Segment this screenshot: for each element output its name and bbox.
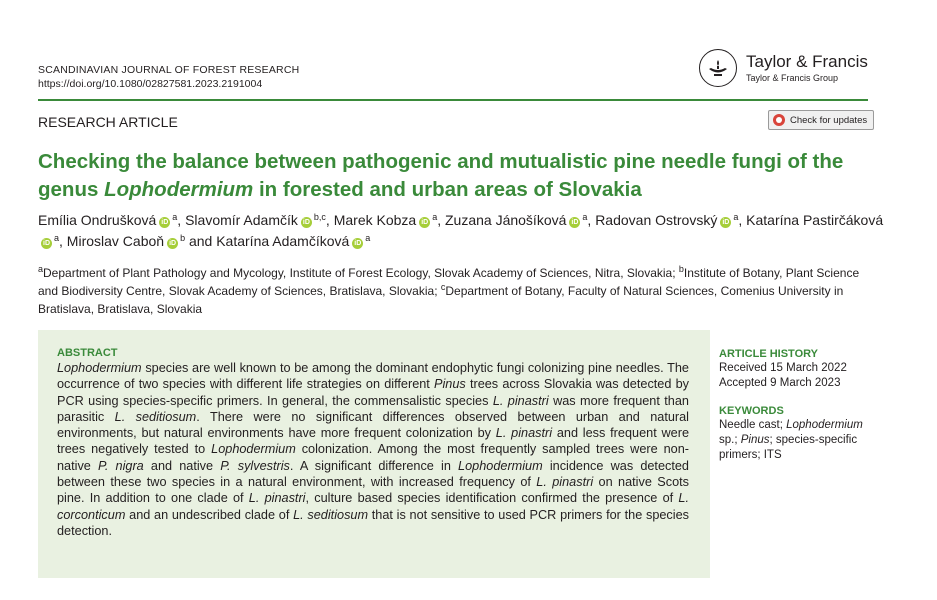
header-divider	[38, 99, 868, 101]
abstract-segment: that is not sensitive to used PCR primers for the species detection.	[57, 507, 689, 538]
author-name[interactable]: Miroslav Caboň	[66, 233, 165, 249]
abstract-segment: L. pinastri	[248, 491, 306, 506]
abstract-heading: ABSTRACT	[57, 347, 118, 359]
abstract-segment: , culture based species identification confirmed the presence of	[305, 491, 679, 506]
abstract-segment: Lophodermium	[211, 442, 296, 457]
author-name[interactable]: Katarína Adamčíková	[216, 233, 350, 249]
abstract-segment: Lophodermium	[458, 458, 543, 473]
abstract-segment: trees across Slovakia was detected by PCR using species-specific primers. In general, the commensalistic species	[57, 377, 689, 408]
author-separator: ,	[59, 233, 67, 249]
history-heading: ARTICLE HISTORY	[719, 348, 819, 360]
sidebar	[719, 348, 879, 477]
abstract-segment: L. seditiosum	[114, 409, 197, 424]
orcid-icon[interactable]: iD	[421, 219, 429, 226]
publisher-name: Taylor & Francis	[746, 51, 868, 71]
abstract-segment: species are well known to be among the dominant endophytic fungi colonizing pine needles. The occurrence of two species with different life strategies on different	[57, 361, 689, 392]
keyword-segment: Needle cast;	[719, 419, 787, 431]
affiliation-marker: c	[440, 282, 446, 292]
author-separator: ,	[738, 212, 747, 228]
accepted-date: Accepted 9 March 2023	[719, 377, 841, 389]
taylor-francis-lamp-logo-icon	[699, 49, 737, 87]
publisher-logo[interactable]	[699, 49, 868, 87]
abstract-box	[38, 330, 710, 578]
author-name[interactable]: Radovan Ostrovský	[595, 212, 718, 228]
author-affiliation-marker: a	[365, 233, 371, 243]
orcid-icon[interactable]: iD	[43, 240, 50, 247]
title-part-2: in forested and urban areas of Slovakia	[253, 178, 642, 201]
abstract-segment: was more frequent than parasitic	[57, 393, 689, 424]
keyword-segment: Lophodermium	[786, 419, 863, 431]
author-name[interactable]: Zuzana Jánošíková	[444, 212, 567, 228]
orcid-icon[interactable]: iD	[302, 219, 310, 226]
check-updates-icon	[773, 114, 785, 126]
author-name[interactable]: Katarína Pastirčáková	[746, 212, 884, 228]
orcid-icon[interactable]: iD	[169, 240, 177, 247]
journal-name: SCANDINAVIAN JOURNAL OF FOREST RESEARCH	[38, 64, 300, 76]
author-name[interactable]: Emília Ondrušková	[38, 212, 157, 228]
orcid-icon[interactable]: iD	[571, 219, 579, 226]
abstract-segment: P. sylvestris	[220, 458, 290, 473]
abstract-segment: P. nigra	[98, 458, 144, 473]
article-title	[38, 148, 888, 204]
author-affiliation-marker: b,c	[313, 212, 326, 222]
title-part-1: Checking the balance between pathogenic and mutualistic pine needle fungi of the genus	[38, 150, 844, 201]
abstract-segment: L. corconticum	[57, 491, 689, 522]
abstract-segment: Pinus	[434, 377, 466, 392]
author-separator: ,	[325, 212, 334, 228]
keywords-heading: KEYWORDS	[719, 405, 784, 417]
affiliation-text: Department of Plant Pathology and Mycology, Institute of Forest Ecology, Slovak Academy of Sciences, Nitra, Slovakia;	[43, 266, 679, 280]
check-updates-button[interactable]	[768, 110, 874, 130]
publisher-group: Taylor & Francis Group	[746, 72, 839, 83]
author-affiliation-marker: a	[172, 212, 178, 222]
orcid-icon[interactable]: iD	[722, 219, 730, 226]
affiliation-text: Institute of Botany, Plant Science and Biodiversity Centre, Slovak Academy of Sciences, Bratislava, Slovakia;	[38, 266, 860, 298]
title-genus: Lophodermium	[104, 178, 254, 201]
abstract-segment: L. pinastri	[492, 393, 549, 408]
abstract-segment: Lophodermium	[57, 361, 142, 375]
doi-link[interactable]: https://doi.org/10.1080/02827581.2023.2191004	[38, 78, 263, 90]
affiliation-text: Department of Botany, Faculty of Natural Sciences, Comenius University in Bratislava, Bratislava, Slovakia	[38, 284, 844, 316]
received-date: Received 15 March 2022	[719, 362, 847, 374]
article-type: RESEARCH ARTICLE	[38, 114, 178, 130]
author-list	[38, 210, 898, 252]
keyword-segment: sp.;	[719, 434, 741, 446]
abstract-segment: L. seditiosum	[293, 507, 369, 522]
keywords-text	[719, 418, 879, 463]
abstract-segment: . A significant difference in	[289, 458, 459, 473]
affiliation-marker: a	[38, 264, 44, 274]
author-affiliation-marker: a	[733, 212, 739, 222]
keyword-segment: ; species-specific primers; ITS	[719, 434, 858, 461]
author-separator: and	[185, 233, 217, 249]
abstract-segment: L. pinastri	[536, 475, 594, 490]
author-affiliation-marker: b	[180, 233, 186, 243]
keyword-segment: Pinus	[740, 434, 770, 446]
affiliation-marker: b	[678, 264, 684, 274]
journal-info	[38, 63, 299, 91]
author-separator: ,	[177, 212, 186, 228]
author-affiliation-marker: a	[54, 233, 60, 243]
author-separator: ,	[587, 212, 596, 228]
author-name[interactable]: Slavomír Adamčík	[185, 212, 298, 228]
author-affiliation-marker: a	[582, 212, 588, 222]
abstract-segment: colonization. Among the most frequently sampled trees were non-native	[57, 442, 689, 473]
abstract-segment: L. pinastri	[495, 426, 553, 441]
abstract-segment: and an undescribed clade of	[125, 507, 294, 522]
orcid-icon[interactable]: iD	[354, 240, 362, 247]
article-history	[719, 348, 879, 391]
abstract-segment: on native Scots pine. In addition to one clade of	[57, 475, 689, 506]
abstract-text	[57, 360, 689, 539]
check-updates-label: Check for updates	[790, 114, 868, 126]
author-name[interactable]: Marek Kobza	[333, 212, 417, 228]
abstract-segment: and less frequent were trees negatively tested to	[57, 426, 690, 457]
abstract-segment: incidence was detected between these two species in a natural environment, with increased frequency of	[57, 458, 689, 490]
author-separator: ,	[437, 212, 445, 228]
abstract-segment: . There were no significant differences observed between urban and natural environments, but natural environments have more frequent colonization by	[57, 409, 689, 441]
affiliations	[38, 264, 878, 318]
abstract-segment: and native	[143, 458, 221, 473]
author-affiliation-marker: a	[432, 212, 438, 222]
orcid-icon[interactable]: iD	[161, 219, 169, 226]
keywords-section	[719, 405, 879, 463]
